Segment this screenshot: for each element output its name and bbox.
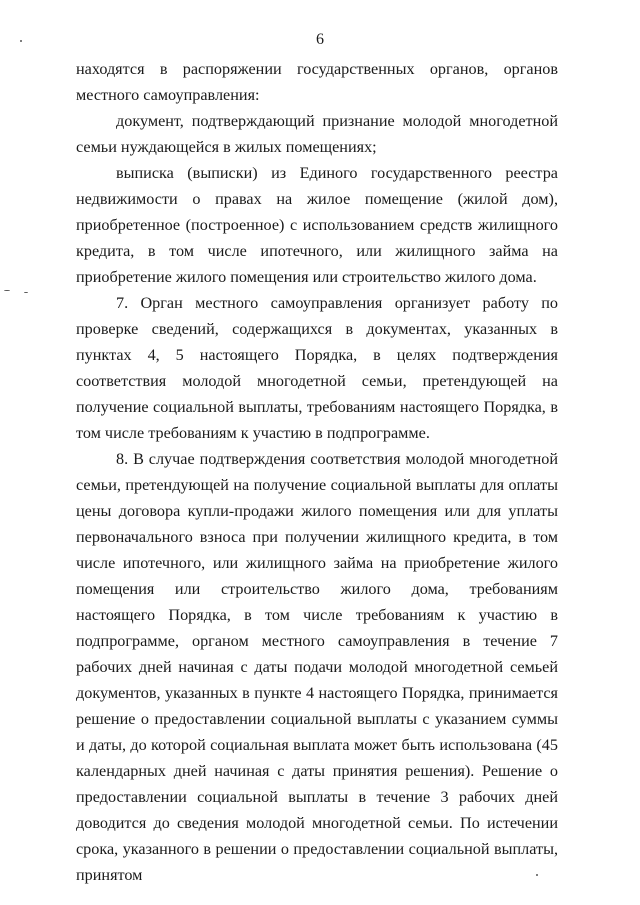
scan-speck xyxy=(24,292,28,293)
paragraph-extract-item: выписка (выписки) из Единого государственного реестра недвижимости о правах на жилое помещение (жилой дом), приобретенное (построенное) с использованием средств жилищного кредита, в том числе ипотечного, или жилищного займа на приобретение жилого помещения или строительство жилого дома. xyxy=(76,164,558,286)
paragraph-document-item: документ, подтверждающий признание молодой многодетной семьи нуждающейся в жилых помещениях; xyxy=(76,112,558,156)
paragraph-clause-8: 8. В случае подтверждения соответствия молодой многодетной семьи, претендующей на получение социальной выплаты для оплаты цены договора купли-продажи жилого помещения или для уплаты первоначального взноса при получении жилищного кредита, в том числе ипотечного, или жилищного займа на приобретение жилого помещения или строительство жилого дома, требованиям настоящего Порядка, в том числе требованиям к участию в подпрограмме, органом местного самоуправления в течение 7 рабочих дней начиная с даты подачи молодой многодетной семьей документов, указанных в пункте 4 настоящего Порядка, принимается решение о предоставлении социальной выплаты с указанием суммы и даты, до которой социальная выплата может быть использована (45 календарных дней начиная с даты принятия решения). Решение о предоставлении социальной выплаты в течение 3 рабочих дней доводится до сведения молодой многодетной семьи. По истечении срока, указанного в решении о предоставлении социальной выплаты, принятом xyxy=(76,450,558,884)
paragraph-continuation: находятся в распоряжении государственных органов, органов местного самоуправления: xyxy=(76,60,558,104)
scan-speck xyxy=(20,40,22,42)
scan-speck xyxy=(4,290,10,291)
document-body xyxy=(76,56,558,888)
paragraph-clause-7: 7. Орган местного самоуправления организует работу по проверке сведений, содержащихся в документах, указанных в пунктах 4, 5 настоящего Порядка, в целях подтверждения соответствия молодой многодетной семьи, претендующей на получение социальной выплаты, требованиям настоящего Порядка, в том числе требованиям к участию в подпрограмме. xyxy=(76,294,558,442)
scan-speck xyxy=(536,874,538,876)
page-number: 6 xyxy=(316,31,324,48)
